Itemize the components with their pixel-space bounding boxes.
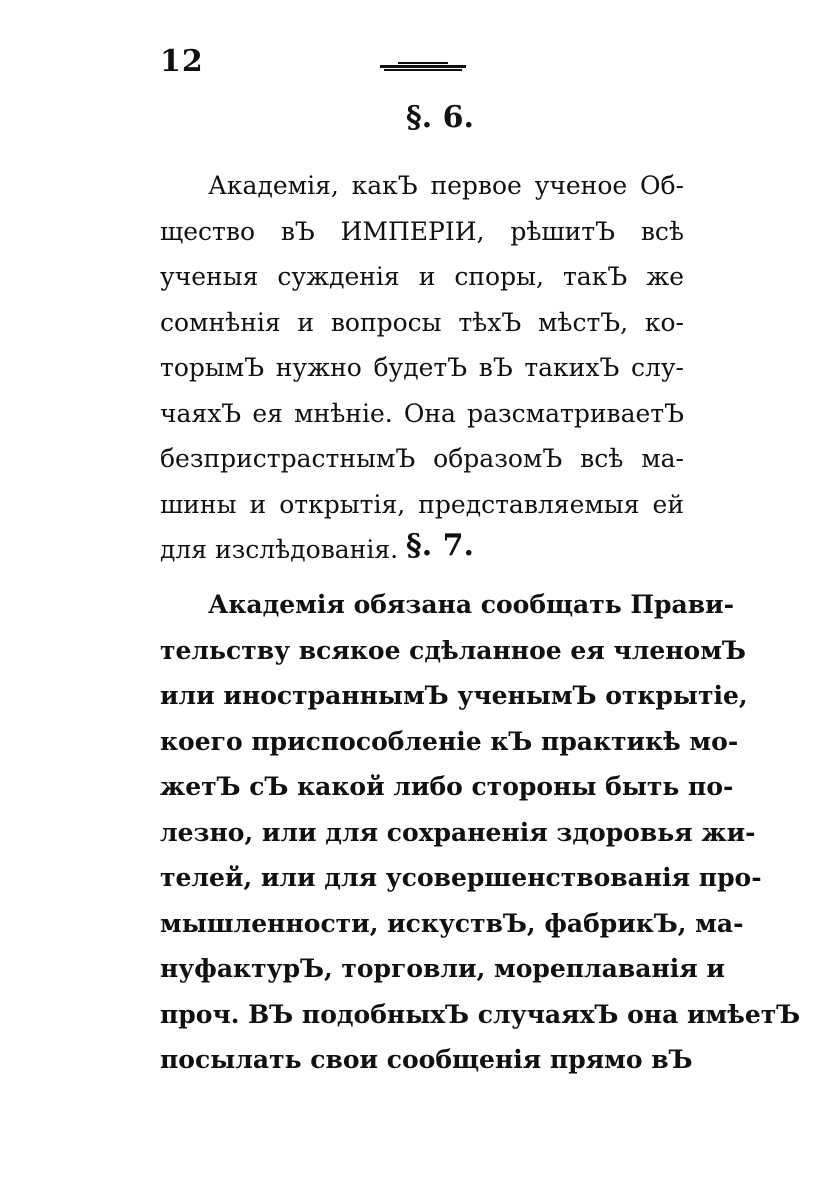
section-6-paragraph [160, 163, 684, 573]
text-line: лезно, или для сохраненія здоровья жи- [160, 817, 756, 847]
text-line: Академія обязана сообщать Прави- [208, 590, 734, 619]
text-line: телей, или для усовершенствованія про- [160, 863, 762, 892]
text-line: безпристрастнымЪ образомЪ всѣ ма- [160, 444, 684, 473]
text-line: нуфактурЪ, торговли, мореплаванія и [160, 954, 725, 983]
text-line: тельству всякое сдѣланное ея членомЪ [160, 635, 746, 665]
text-line: коего приспособленіе кЪ практикѣ мо- [160, 726, 739, 756]
text-line: сомнѣнія и вопросы тѣхЪ мѣстЪ, ко- [160, 307, 684, 337]
section-7-paragraph [160, 582, 801, 1083]
text-line: для изслѣдованія. [160, 535, 399, 564]
text-line: щество вЪ ИМПЕРІИ, рѣшитЪ всѣ [160, 216, 684, 246]
text-line: чаяхЪ ея мнѣніе. Она разсматриваетЪ [160, 398, 684, 428]
section-heading-7: §. 7. [406, 528, 474, 563]
text-line: торымЪ нужно будетЪ вЪ такихЪ слу- [160, 353, 684, 382]
page-number: 12 [160, 44, 204, 79]
ornament-rule [380, 62, 466, 74]
text-line: проч. ВЪ подобныхЪ случаяхЪ она имѣетЪ [160, 999, 801, 1029]
section-heading-6: §. 6. [406, 100, 474, 135]
text-line: посылать свои сообщенія прямо вЪ [160, 1045, 693, 1074]
text-line: или иностраннымЪ ученымЪ открытіе, [160, 681, 748, 710]
text-line: ученыя сужденія и споры, такЪ же [160, 262, 684, 291]
text-line: мышленности, искуствЪ, фабрикЪ, ма- [160, 908, 744, 938]
text-line: жетЪ сЪ какой либо стороны быть по- [160, 772, 734, 801]
text-line: Академія, какЪ первое ученое Об- [208, 171, 684, 200]
text-line: шины и открытія, представляемыя ей [160, 489, 684, 519]
